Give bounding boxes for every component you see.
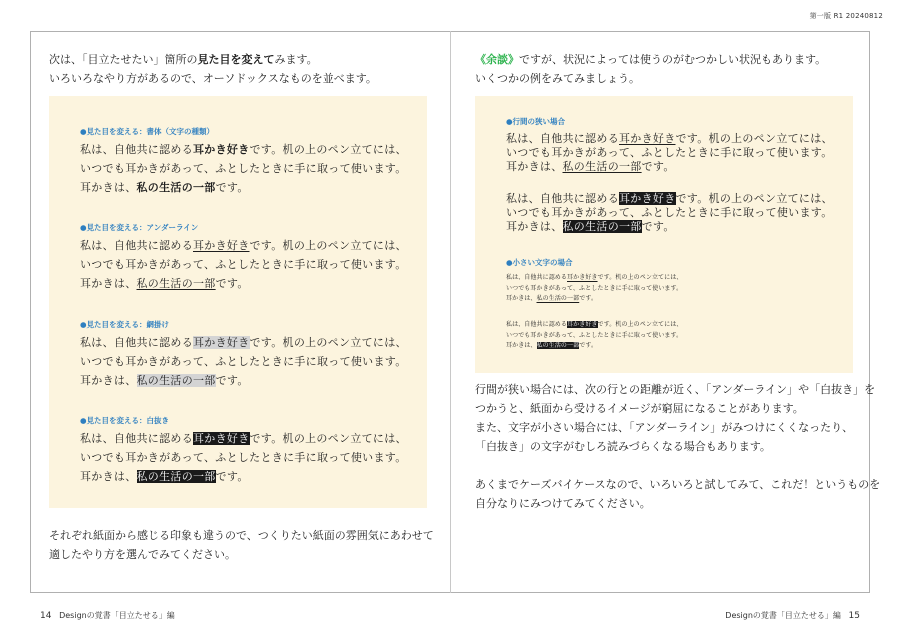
- left-page-number: 14: [40, 611, 52, 621]
- example-label-typeface: ●見た目を変える：書体（文字の種類）: [80, 127, 215, 136]
- left-footer: [40, 610, 175, 621]
- right-footer-title: Designの覚書「目立たせる」編: [725, 611, 841, 620]
- left-outro: それぞれ紙面から感じる印象も違うので、つくりたい紙面の雰囲気にあわせて 適したやり方を選んでみてください。: [49, 529, 434, 561]
- example-narrow-underline: 私は、自他共に認める耳かき好きです。机の上のペン立てには、 いつでも耳かきがあって、ふとしたときに手に取って使います。 耳かきは、私の生活の一部です。: [506, 132, 833, 173]
- right-intro: [475, 50, 826, 88]
- example-underline: 私は、自他共に認める耳かき好きです。机の上のペン立てには、 いつでも耳かきがあって、ふとしたときに手に取って使います。 耳かきは、私の生活の一部です。: [80, 239, 407, 290]
- right-intro-line-1: 《余談》ですが、状況によっては使うのがむつかしい状況もあります。: [475, 53, 827, 66]
- right-page-number: 15: [848, 611, 860, 621]
- example-label-narrow-leading: ●行間の狭い場合: [506, 117, 566, 126]
- example-shading: 私は、自他共に認める耳かき好きです。机の上のペン立てには、 いつでも耳かきがあって、ふとしたときに手に取って使います。 耳かきは、私の生活の一部です。: [80, 336, 407, 387]
- example-narrow-reversed: 私は、自他共に認める耳かき好きです。机の上のペン立てには、 いつでも耳かきがあって、ふとしたときに手に取って使います。 耳かきは、私の生活の一部です。: [506, 192, 833, 233]
- left-intro-line-1: 次は、「目立たせたい」箇所の見た目を変えてみます。: [49, 53, 318, 66]
- example-typeface: 私は、自他共に認める耳かき好きです。机の上のペン立てには、 いつでも耳かきがあって、ふとしたときに手に取って使います。 耳かきは、私の生活の一部です。: [80, 143, 407, 194]
- left-footer-title: Designの覚書「目立たせる」編: [59, 611, 175, 620]
- example-label-shading: ●見た目を変える：網掛け: [80, 320, 170, 329]
- right-body: 行間が狭い場合には、次の行との距離が近く、「アンダーライン」や「白抜き」を つかうと、紙面から受けるイメージが窮屈になることがあります。 また、文字が小さい場合には、「アンダーライン」がみつけにくくなったり、 「白抜き」の文字がむしろ読みづらくなる場合もあります。 あくまでケーズバイケースなので、いろいろと試してみて、これだ！というものを 自分なりにみつけてみてください。: [475, 383, 881, 510]
- left-intro: [49, 50, 377, 88]
- example-label-reversed: ●見た目を変える：白抜き: [80, 416, 170, 425]
- example-label-underline: ●見た目を変える：アンダーライン: [80, 223, 199, 232]
- left-intro-line-2: いろいろなやり方があるので、オーソドックスなものを並べます。: [49, 72, 377, 85]
- example-reversed: 私は、自他共に認める耳かき好きです。机の上のペン立てには、 いつでも耳かきがあって、ふとしたときに手に取って使います。 耳かきは、私の生活の一部です。: [80, 432, 407, 483]
- example-small-underline: 私は、自他共に認める耳かき好きです。机の上のペン立てには、 いつでも耳かきがあって、ふとしたときに手に取って使います。 耳かきは、私の生活の一部です。: [506, 274, 683, 302]
- examples-panel: [49, 96, 427, 508]
- right-intro-line-2: いくつかの例をみてみましょう。: [475, 72, 640, 85]
- right-footer: [725, 610, 860, 621]
- example-small-reversed: 私は、自他共に認める耳かき好きです。机の上のペン立てには、 いつでも耳かきがあって、ふとしたときに手に取って使います。 耳かきは、私の生活の一部です。: [506, 321, 683, 349]
- right-page: [451, 31, 881, 591]
- left-page: [31, 31, 450, 591]
- caveats-panel: [475, 96, 853, 373]
- example-label-small-text: ●小さい文字の場合: [506, 258, 573, 267]
- edition-label: 第一版 R1 20240812: [809, 12, 883, 20]
